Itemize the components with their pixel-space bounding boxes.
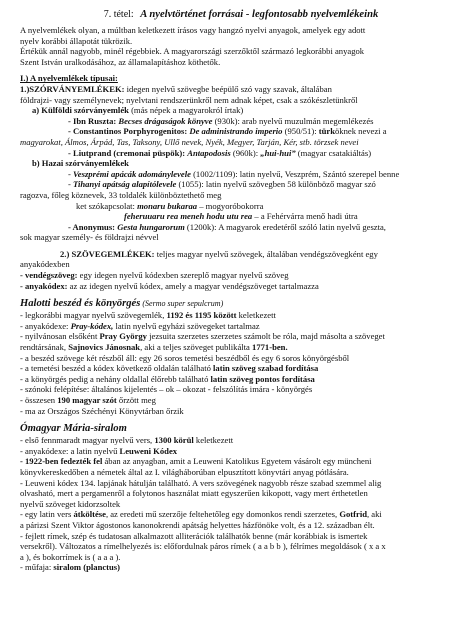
text: siralom (planctus)	[53, 562, 121, 573]
hb-line	[20, 331, 462, 342]
text: - a temetési beszéd a kódex következő oldalán található	[20, 363, 214, 374]
topic-title: A nyelvtörténet forrásai - legfontosabb nyelvemlékeink	[140, 9, 379, 20]
text: 1192 és 1195 között	[166, 310, 237, 321]
intro-line: Értékük annál nagyobb, minél régebbiek. A magyarországi szerzőktől származó legkorábbi anyagok	[20, 46, 365, 57]
text: - egy latin vers	[20, 509, 74, 520]
text: átköltése	[73, 509, 106, 520]
text: Pray-kódex,	[70, 320, 114, 331]
work-title: Tihanyi apátság alapítólevele	[73, 179, 177, 190]
section-heading-types: I.) A nyelvemlékek típusai:	[20, 73, 118, 84]
szorvany-def	[20, 84, 462, 95]
label: -	[68, 168, 74, 179]
item-anonymus-2: sok magyar személy- és földrajzi névvel	[20, 232, 159, 243]
omsir-line: nyelvű szöveget kidorzsoltek	[20, 498, 121, 509]
text: - nyilvánosan elsőként	[20, 331, 100, 342]
section-heading-hb	[20, 297, 462, 310]
item-anonymus	[20, 222, 462, 233]
item-konst-2: magyarokat, Álmos, Árpád, Tas, Taksony, Ullő nevek, Nyék, Megyer, Tarján, Kér, stb. törzsek nevei	[20, 136, 359, 147]
text: - első fennmaradt magyar nyelvű vers,	[20, 435, 155, 446]
omsir-line	[20, 562, 462, 573]
section-heading-omsir: Ómagyar Mária-siralom	[20, 423, 127, 435]
hb-line	[20, 310, 462, 321]
label: - Ibn Ruszta:	[68, 115, 119, 126]
subsection-a	[20, 105, 462, 116]
omsir-line: - Leuweni kódex 134. lapjának hátulján található. A vers szövegének nagyobb része szabad szemmel alig	[20, 477, 382, 488]
item-tihany	[20, 179, 462, 190]
hb-line	[20, 374, 462, 385]
work-title: Antapodosis	[187, 147, 231, 158]
text: teljes magyar nyelvű szövegek, általában vendégszövegként egy	[154, 248, 378, 259]
phrase: feheruuaru rea meneh hodu utu rea	[124, 211, 253, 222]
quote: „hui-hui”	[260, 147, 296, 158]
text: ket szókapcsolat:	[76, 200, 138, 211]
subsection-b	[20, 158, 462, 169]
text: - a könyörgés pedig a nehány oldallal élőrebb található	[20, 373, 211, 384]
work-title: Gesta hungarorum	[117, 221, 185, 232]
omsir-line	[20, 446, 462, 457]
item-ibn	[20, 116, 462, 127]
text: az az idegen nyelvű kódex, amely a magyar vendégszöveget tartalmazza	[67, 280, 319, 291]
hb-line	[20, 363, 462, 374]
szoveg-label: 2.) SZÖVEGEMLÉKEK:	[60, 248, 155, 259]
item-tihany-2: ragozva, főleg köznevek, 33 toldalék különböztethető meg	[20, 189, 222, 200]
text: (1002/1109): latin nyelvű, Veszprém, Szántó szerepel benne	[190, 168, 400, 179]
text: ában az anyagban, amit a Leuweni Katolikus Egyetem vásárolt egy müncheni	[102, 456, 372, 467]
omsir-line: könyvkereskedőben a németek által az I. világháborúban elpusztított könyvtári anyag pótlására.	[20, 466, 349, 477]
hb-subtitle: (Sermo super sepulcrum)	[140, 299, 224, 309]
text: - legkorábbi magyar nyelvű szövegemlék,	[20, 310, 167, 321]
document-title	[20, 8, 462, 21]
hb-line: - a beszéd szövege két részből áll: egy 26 soros temetési beszédből és egy 6 soros könyörgésből	[20, 352, 350, 363]
item-tihany-4	[20, 211, 462, 222]
text: (magyar csatakiáltás)	[295, 147, 372, 158]
label: -	[68, 179, 74, 190]
text: 190 magyar szót	[57, 395, 117, 405]
omsir-line: olvasható, mert a pergamenről a folytonos használat miatt egyszerűen kikopott, vagy mert érthetetlen	[20, 488, 368, 499]
item-liut	[20, 148, 462, 159]
label: - Constantinos Porphyrogenitos:	[68, 126, 190, 137]
label: b) Hazai szórványemlékek	[32, 158, 129, 169]
text: 1300 körül	[154, 435, 194, 446]
label: - vendégszöveg:	[20, 270, 78, 281]
text: - 1922-ben fedezték fel	[20, 456, 103, 467]
hb-title: Halotti beszéd és könyörgés	[20, 298, 141, 310]
text: - műfaja:	[20, 562, 54, 573]
szoveg-def	[20, 249, 462, 260]
topic-number: 7. tétel:	[103, 9, 134, 20]
text: öknek nevezi a	[335, 126, 387, 137]
intro-paragraph	[20, 25, 462, 67]
text: (960k):	[230, 147, 261, 158]
text: Sajnovics Jánosnak	[68, 342, 141, 353]
text: jezsuita szerzetes szerzetes számolt be róla, majd másolta a szöveget	[146, 331, 385, 342]
omsir-line: - fejlett rímek, szép és tudatosan alkalmazott alliterációk találhatók benne (már korábbiak is ismertek	[20, 530, 368, 541]
text: Gotfrid	[339, 509, 367, 520]
text: , aki a teljes szöveget publikálta	[140, 342, 253, 353]
label: a) Külföldi szórványemlék	[32, 105, 129, 116]
item-konst	[20, 126, 462, 137]
text: (1200k): A magyarok eredetéről szóló latin nyelvű geszta,	[184, 221, 386, 232]
item-tihany-3	[20, 201, 462, 212]
work-title: Becses drágaságok könyve	[118, 115, 213, 126]
label: - Liutprand (cremonai püspök):	[68, 147, 188, 158]
text: latin szöveg szabad fordítása	[213, 363, 319, 374]
vendegszoveg-def	[20, 270, 462, 281]
anyakodex-def	[20, 281, 462, 292]
hb-line: - ma az Országos Széchényi Könyvtárban őrzik	[20, 405, 184, 416]
szoveg-def-2: anyakódexben	[20, 259, 70, 270]
hb-line	[20, 342, 462, 353]
label: - anyakódex:	[20, 280, 68, 291]
omsir-line	[20, 435, 462, 446]
text: rendtársának,	[20, 342, 69, 353]
szorvany-def-2: földrajzi- vagy személynevek; nyelvtani rendszerünkről nem adnak képet, csak a szókészletünkről	[20, 94, 358, 105]
hb-line	[20, 395, 462, 406]
omsir-line: versekről). Változatos a rímelhelyezés is: előfordulnak páros rímek ( a a b b ), félrímes megoldások ( x a x	[20, 541, 386, 552]
text: egy idegen nyelvű kódexben szereplő magyar nyelvű szöveg	[77, 270, 289, 281]
intro-line: nyelv korábbi állapotát tükrözik.	[20, 35, 133, 46]
work-title: De administrando imperio	[189, 126, 283, 137]
text: – mogyoróbokorra	[197, 200, 264, 211]
text: keletkezett	[193, 435, 234, 446]
text: keletkezett	[236, 310, 276, 321]
text: - összesen	[20, 395, 58, 405]
text: 1771-ben.	[252, 342, 288, 353]
text: , aki	[367, 509, 382, 520]
text: (más népek a magyarokról írtak)	[128, 105, 244, 116]
omsir-line	[20, 456, 462, 467]
text: Pray György	[99, 331, 147, 342]
hb-line	[20, 321, 462, 332]
intro-line: A nyelvemlékek olyan, a múltban keletkezett írásos vagy hangzó nyelvi anyagok, amelyek egy adott	[20, 25, 366, 35]
omsir-line: a ), és bokorrímek is ( a a a ).	[20, 551, 121, 562]
text: - anyakódexe:	[20, 320, 71, 331]
text: türk	[318, 126, 335, 137]
text: , az eredeti mű szerzője feltehetőleg egy domonkos rendi szerzetes,	[105, 509, 340, 520]
label: - Anonymus:	[68, 221, 118, 232]
text: Leuweni Kódex	[119, 445, 178, 456]
text: (930k): arab nyelvű muzulmán megemlékezés	[212, 115, 374, 126]
text: - anyakódexe: a latin nyelvű	[20, 445, 120, 456]
hb-line: - szónoki felépítése: általános kijelentés – ok – okozat - felszólítás imára - könyörgés	[20, 384, 313, 395]
text: – a Fehérvárra menő hadi útra	[252, 211, 358, 222]
text: őrzött meg	[116, 395, 156, 405]
omsir-line: a párizsi Szent Viktor ágostonos kanonokrendi apátság helyettes házfönöke volt, és a 12. században élt.	[20, 519, 375, 530]
text: (950/51):	[282, 126, 319, 137]
phrase: monaru bukaraa	[137, 200, 198, 211]
intro-line: Szent István uralkodásához, az államalapításhoz köthetők.	[20, 56, 221, 67]
text: latin szöveg pontos fordítása	[210, 373, 315, 384]
work-title: Veszprémi apácák adománylevele	[73, 168, 191, 179]
item-veszprem	[20, 169, 462, 180]
omsir-line	[20, 509, 462, 520]
szorvany-label: 1.)SZÓRVÁNYEMLÉKEK:	[20, 83, 125, 94]
text: latin nyelvű egyházi szövegeket tartalmaz	[113, 320, 260, 331]
text: (1055): latin nyelvű szövegben 58 különböző magyar szó	[176, 179, 376, 190]
text: idegen nyelvű szövegbe beépülő szó vagy szavak, általában	[124, 83, 332, 94]
